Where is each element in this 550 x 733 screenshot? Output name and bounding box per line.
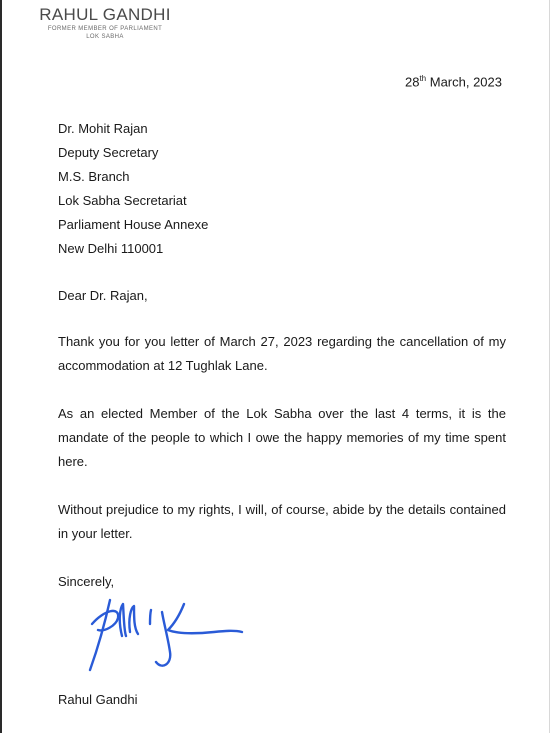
body-paragraph: Thank you for you letter of March 27, 2023 regarding the cancellation of my accommodation at 12 Tughlak Lane.	[58, 334, 506, 373]
letter-date	[405, 67, 502, 94]
letterhead-house: LOK SABHA	[86, 34, 124, 40]
letterhead	[30, 5, 180, 41]
date-suffix: th	[419, 74, 427, 83]
address-line: Deputy Secretary	[58, 145, 159, 160]
signer-name: Rahul Gandhi	[58, 692, 138, 707]
date-day: 28	[404, 74, 420, 90]
date-rest: March, 2023	[426, 74, 502, 90]
letterhead-role: FORMER MEMBER OF PARLIAMENT	[47, 26, 163, 32]
address-line: Dr. Mohit Rajan	[58, 121, 148, 136]
letterhead-name: RAHUL GANDHI	[39, 5, 171, 24]
address-line: M.S. Branch	[58, 169, 130, 184]
recipient-address	[58, 117, 208, 261]
handwritten-signature	[84, 594, 254, 674]
address-line: New Delhi 110001	[58, 241, 164, 256]
salutation: Dear Dr. Rajan,	[58, 288, 148, 303]
body-paragraph: As an elected Member of the Lok Sabha over the last 4 terms, it is the mandate of the people to which I owe the happy memories of my time spent here.	[58, 406, 506, 469]
address-line: Parliament House Annexe	[58, 217, 209, 232]
body-paragraph: Without prejudice to my rights, I will, of course, abide by the details contained in your letter.	[58, 502, 506, 541]
closing: Sincerely,	[58, 574, 115, 589]
address-line: Lok Sabha Secretariat	[58, 193, 187, 208]
